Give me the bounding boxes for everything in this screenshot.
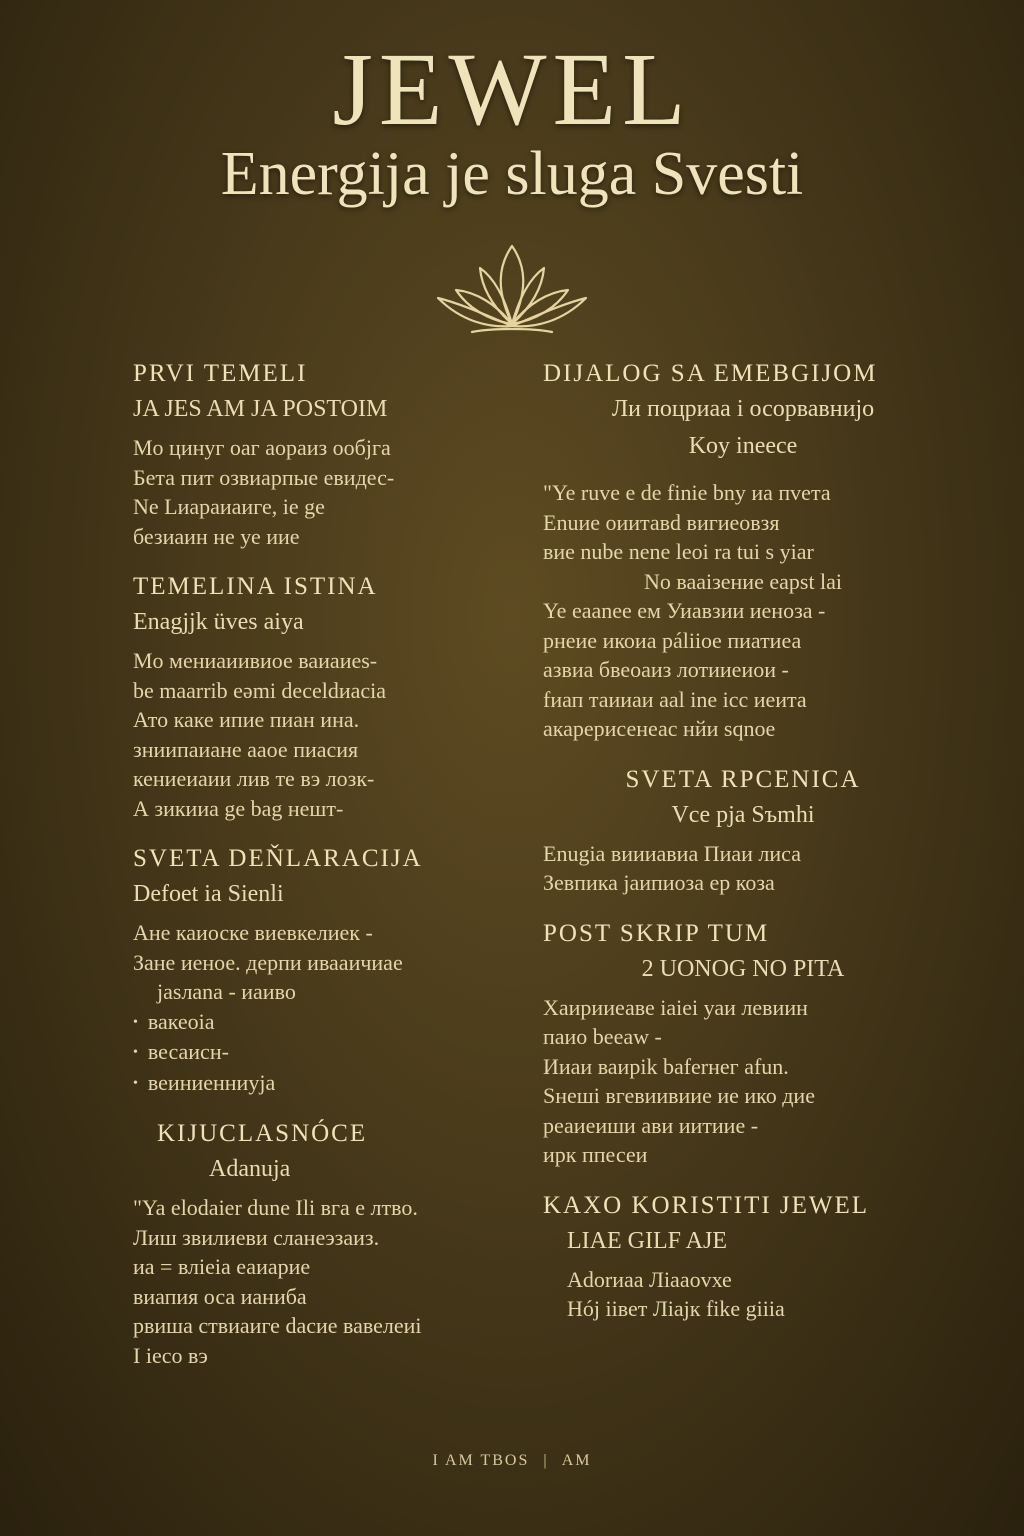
lotus-icon: [432, 238, 592, 338]
body-line: Mo мениаиивиое ваиаиеs-: [133, 648, 378, 673]
body-line: Sнешi вгевиивиие иe ико дие: [543, 1083, 815, 1108]
body-line: Ато каке ипие пиан ина.: [133, 707, 360, 732]
footer-left: I AM TBOS: [432, 1452, 530, 1469]
poster-title: JEWEL: [332, 32, 692, 147]
section-subtitle: JA JES AM JA POSTOIM: [133, 396, 388, 422]
body-line: А зикииа ge bag нешт-: [133, 795, 344, 821]
body-line: I ieco вэ: [133, 1342, 208, 1368]
section-dijalog: [543, 360, 943, 744]
body-line: pвиша ствиаиге dасие вавелеиі: [133, 1313, 422, 1338]
section-title: KIJUCLASNÓCE: [157, 1120, 368, 1147]
body-line: fиап таииаи ааl ine iсс иеита: [543, 686, 807, 712]
body-line: ирк ппесеи: [543, 1142, 648, 1167]
section-prvi-temeli: [133, 360, 513, 551]
bullet-item: • вакеоіа: [133, 1007, 513, 1038]
section-title: KAXO KORISTITI JEWEL: [543, 1191, 870, 1219]
body-line: Бета пит озвиарпые евидес-: [133, 464, 395, 490]
section-title: POST SKRIP TUM: [543, 919, 770, 947]
section-subtitle: Adanuja: [209, 1156, 291, 1182]
footer-separator: |: [543, 1452, 549, 1469]
body-line: Ye eaanee ем Уиавзии иеноза -: [543, 598, 826, 623]
body-line: Mo цинуг оаг аораиз ообјга: [133, 435, 391, 460]
poster-subtitle: Energija je sluga Svesti: [220, 140, 804, 208]
section-title: DIJALOG SA EMEBGIJOM: [543, 360, 878, 387]
body-line: реаиеиши ави иитиие -: [543, 1112, 759, 1138]
body-line: Ne Lиараиаиге, ie ge: [133, 494, 325, 519]
body-line: виапия оса ианиба: [133, 1283, 307, 1309]
bullet-item: • весаисн-: [133, 1037, 513, 1068]
body-line: "Ya elodaier dune Ili вга е лтво.: [133, 1195, 418, 1220]
body-line: Enugia виииавиа Пиаи лиса: [543, 840, 801, 866]
section-title: TEMELINA ISTINA: [133, 573, 378, 600]
body-line: Хаирииеаве iaiei уаи левиин: [543, 994, 808, 1020]
section-sveta-recenica: [543, 766, 943, 898]
section-subtitle: Enagjjk üves aiya: [133, 609, 304, 635]
body-line: Adorиаa Лiааоvхе: [567, 1266, 732, 1292]
section-subtitle: LIAE GILF AJE: [567, 1227, 727, 1254]
body-line: "Ye ruve e de finie bny иа пvета: [543, 480, 831, 505]
section-kako-koristiti: [543, 1192, 943, 1324]
section-kljucnost: [133, 1120, 513, 1370]
section-title: SVETA DEŇLARACIJA: [133, 845, 423, 872]
body-line: Ане каиоске виевкелиек -: [133, 920, 373, 945]
body-line: be maarrib eәmi deceldиасіа: [133, 677, 387, 703]
body-line: иа = вліеiа еаиарие: [133, 1254, 311, 1279]
body-line: безиаин не уе иие: [133, 523, 300, 549]
body-line: кениеиаии лив те вэ лозк-: [133, 766, 375, 791]
body-line: Ииаи ваиpik baferнег afun.: [543, 1053, 789, 1079]
body-line: Лиш звилиеви сланеэзаиз.: [133, 1224, 380, 1250]
section-subtitle: 2 UONOG NO PITA: [641, 955, 845, 982]
body-line: jasлana - иаиво: [157, 979, 296, 1004]
section-title: PRVI TEMELI: [133, 360, 308, 387]
section-title: SVETA RPCENICA: [625, 765, 861, 793]
section-subtitle: Koy ineece: [688, 433, 798, 459]
body-line: Зане иеное. дерпи ивааичиае: [133, 949, 403, 975]
bullet-item: • веиниенниуја: [133, 1068, 513, 1099]
body-line: Hój iiвет Ліајк fike giiia: [567, 1296, 785, 1321]
body-line: акарерисенеас нйи sqnoe: [543, 716, 776, 741]
section-subtitle: Defoet ia Sienli: [133, 881, 284, 907]
body-line: паио beeaw -: [543, 1024, 662, 1049]
body-line: pнеиe икоиа páliioe пиатиеа: [543, 627, 802, 653]
section-post-skriptum: [543, 920, 943, 1170]
body-line: Зевпика јаипиоза ер коза: [543, 870, 775, 895]
footer: [0, 1452, 1024, 1470]
body-line: Enuие оиитавd вигиеовзя: [543, 509, 780, 535]
section-temelina-istina: [133, 573, 513, 823]
left-column: [133, 360, 513, 1392]
section-subtitle: Vce pja Sъmhi: [671, 801, 815, 828]
section-subtitle: Ли поцриаа і осорвавнијо: [611, 396, 875, 422]
body-line: зниипаиане ааое пиасия: [133, 736, 359, 762]
footer-right: AM: [561, 1452, 592, 1469]
body-line: вие nube nene leoi ra tui s yiar: [543, 539, 814, 564]
section-sveta-deklaracija: [133, 845, 513, 1098]
body-line: aзвиа бвеоаиз лотииеиои -: [543, 657, 789, 682]
right-column: [543, 360, 943, 1346]
body-line: No вааізение eapst lai: [643, 568, 843, 594]
